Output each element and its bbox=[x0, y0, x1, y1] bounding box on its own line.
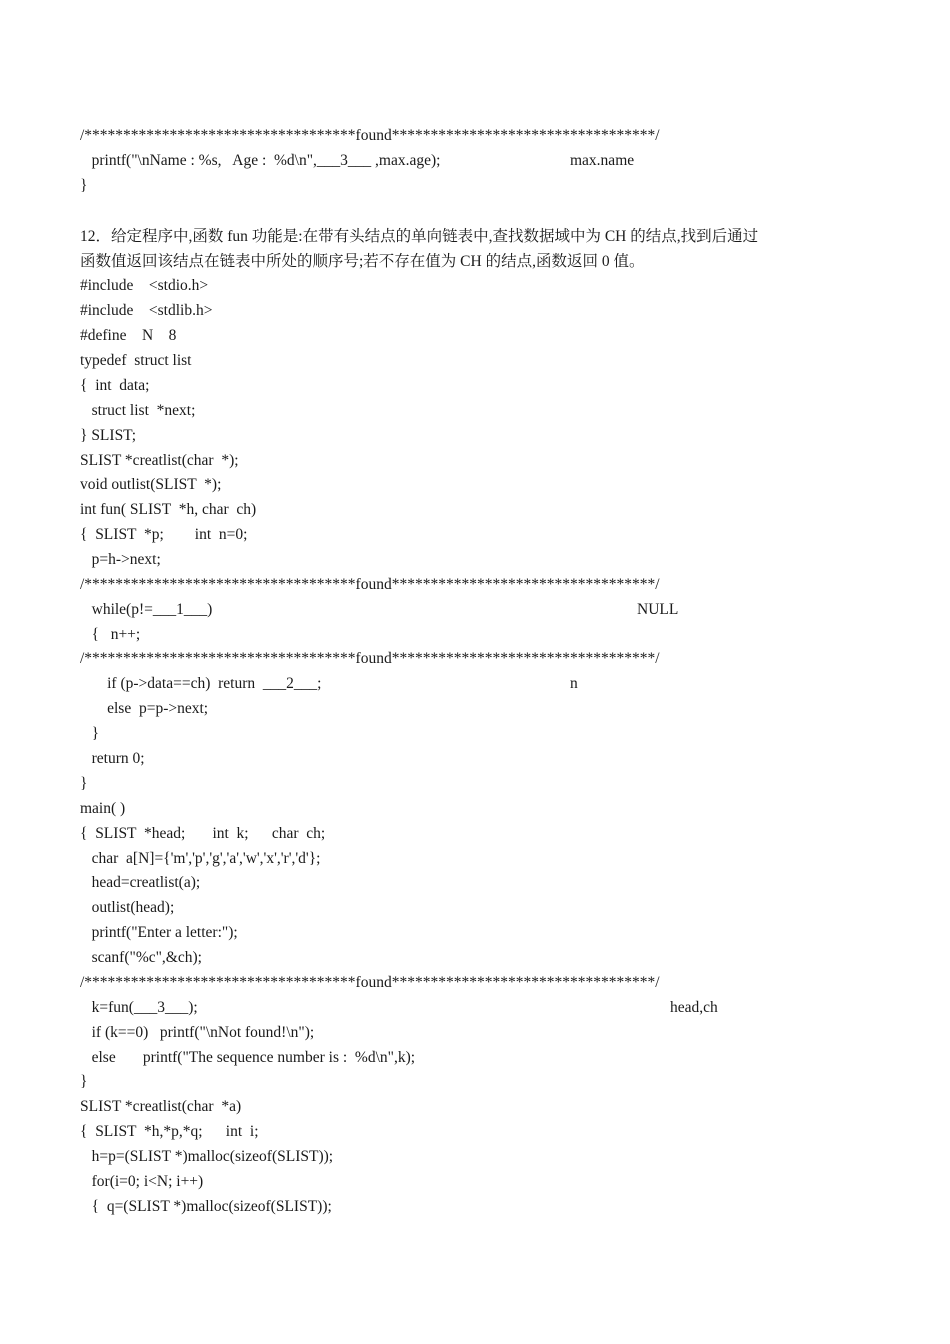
found-marker-line: /***********************************found**********************************/ bbox=[80, 650, 660, 667]
code-line: { SLIST *head; int k; char ch; bbox=[80, 825, 326, 842]
code-line: { n++; bbox=[80, 626, 141, 643]
code-line: #include <stdlib.h> bbox=[80, 302, 213, 319]
code-line: typedef struct list bbox=[80, 352, 192, 369]
code-line: #include <stdio.h> bbox=[80, 277, 209, 294]
code-line: void outlist(SLIST *); bbox=[80, 476, 222, 493]
code-line: } bbox=[80, 1073, 88, 1090]
code-line: char a[N]={'m','p','g','a','w','x','r','d'}; bbox=[80, 850, 321, 867]
code-line: outlist(head); bbox=[80, 899, 175, 916]
code-line: printf("\nName : %s, Age : %d\n",___3___ ,max.age); bbox=[80, 152, 441, 169]
code-line: { int data; bbox=[80, 377, 150, 394]
question-text-line: 函数值返回该结点在链表中所处的顺序号;若不存在值为 CH 的结点,函数返回 0 值。 bbox=[80, 253, 645, 270]
code-line: h=p=(SLIST *)malloc(sizeof(SLIST)); bbox=[80, 1148, 334, 1165]
answer-note: NULL bbox=[637, 601, 679, 618]
code-line: } bbox=[80, 725, 100, 742]
question-text-line: 12．给定程序中,函数 fun 功能是:在带有头结点的单向链表中,查找数据域中为 CH 的结点,找到后通过 bbox=[80, 228, 759, 245]
code-line: } bbox=[80, 775, 88, 792]
code-line: k=fun(___3___); bbox=[80, 999, 198, 1016]
code-line: struct list *next; bbox=[80, 402, 196, 419]
code-line: main( ) bbox=[80, 800, 126, 817]
found-marker-line: /***********************************found**********************************/ bbox=[80, 974, 660, 991]
answer-note: max.name bbox=[570, 152, 635, 169]
code-line: { SLIST *p; int n=0; bbox=[80, 526, 248, 543]
code-line: if (p->data==ch) return ___2___; bbox=[80, 675, 322, 692]
code-line: SLIST *creatlist(char *a) bbox=[80, 1098, 242, 1115]
code-line: head=creatlist(a); bbox=[80, 874, 201, 891]
found-marker-line: /***********************************found**********************************/ bbox=[80, 127, 660, 144]
code-line: #define N 8 bbox=[80, 327, 177, 344]
code-line: } bbox=[80, 177, 88, 194]
code-line: p=h->next; bbox=[80, 551, 161, 568]
code-line: else printf("The sequence number is : %d\n",k); bbox=[80, 1049, 416, 1066]
code-line: scanf("%c",&ch); bbox=[80, 949, 202, 966]
answer-note: head,ch bbox=[670, 999, 718, 1016]
code-line: for(i=0; i<N; i++) bbox=[80, 1173, 204, 1190]
code-line: int fun( SLIST *h, char ch) bbox=[80, 501, 257, 518]
code-line: while(p!=___1___) bbox=[80, 601, 213, 618]
code-line: { SLIST *h,*p,*q; int i; bbox=[80, 1123, 259, 1140]
code-line: SLIST *creatlist(char *); bbox=[80, 452, 239, 469]
answer-note: n bbox=[570, 675, 578, 692]
code-line: if (k==0) printf("\nNot found!\n"); bbox=[80, 1024, 315, 1041]
code-line: else p=p->next; bbox=[80, 700, 209, 717]
code-line: printf("Enter a letter:"); bbox=[80, 924, 238, 941]
code-line: } SLIST; bbox=[80, 427, 137, 444]
code-line: return 0; bbox=[80, 750, 145, 767]
found-marker-line: /***********************************found**********************************/ bbox=[80, 576, 660, 593]
code-line: { q=(SLIST *)malloc(sizeof(SLIST)); bbox=[80, 1198, 332, 1215]
